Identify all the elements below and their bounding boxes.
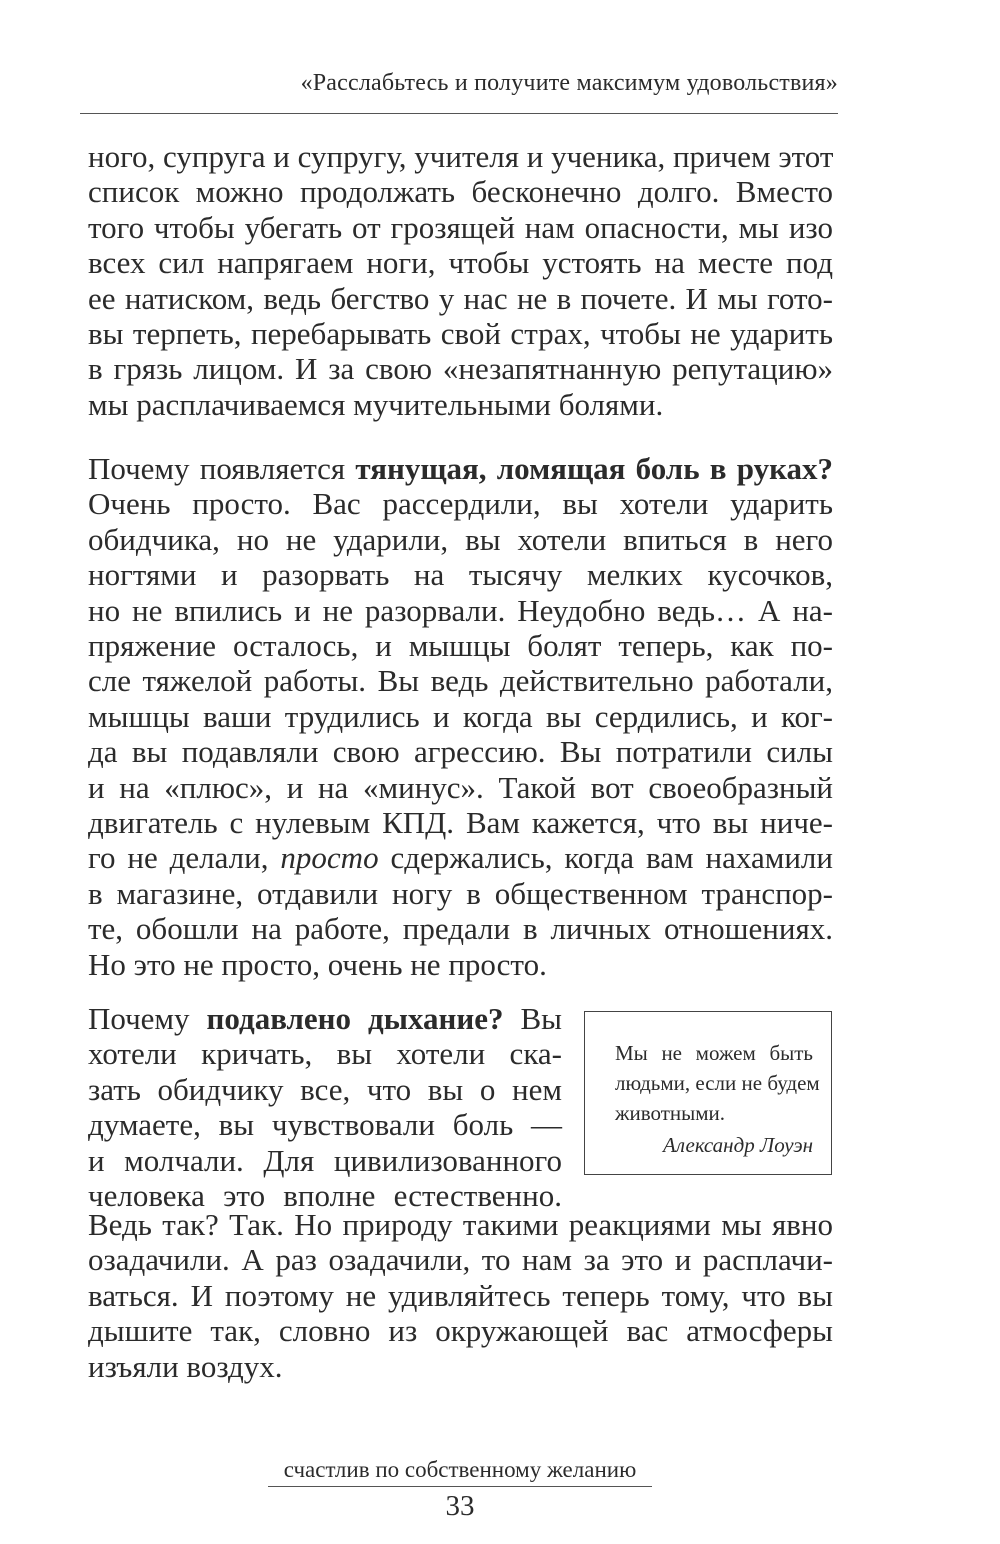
- text-line: ногтями и разорвать на тысячу мелких кусочков,: [88, 557, 833, 593]
- quote-line: животными.: [615, 1101, 726, 1125]
- page-number: 33: [445, 1490, 475, 1522]
- text-line: Ведь так? Так. Но природу такими реакциями мы явно: [88, 1207, 833, 1242]
- footer-book-title: счастлив по собственному желанию: [283, 1457, 637, 1482]
- text-line: мышцы ваши трудились и когда вы сердились, и ког-: [88, 698, 833, 734]
- text-line: но не впились и не разорвали. Неудобно ведь… А на-: [88, 592, 833, 628]
- text-line: человека это вполне естественно.: [88, 1178, 562, 1214]
- text-line: ее натиском, ведь бегство у нас не в почете. И мы гото-: [88, 280, 833, 316]
- text-line: список можно продолжать бесконечно долго. Вместо: [88, 174, 833, 210]
- quote-author: Александр Лоуэн: [663, 1133, 813, 1157]
- text-run: сдержались, когда вам нахамили: [378, 840, 833, 876]
- italic-word: просто: [280, 840, 379, 876]
- quote-line: Мы не можем быть: [615, 1041, 813, 1065]
- text-line: пряжение осталось, и мышцы болят теперь, как по-: [88, 628, 833, 664]
- text-line: и на «плюс», и на «минус». Такой вот своеобразный: [88, 769, 833, 805]
- sidebar-quote: [584, 1011, 832, 1175]
- footer-divider: [268, 1486, 652, 1487]
- bold-phrase: тянущая, ломящая боль в руках?: [355, 451, 833, 486]
- text-line: того чтобы убегать от грозящей нам опасности, мы изо: [88, 209, 833, 245]
- paragraph-2: [88, 451, 833, 982]
- text-line: вы терпеть, перебарывать свой страх, чтобы не ударить: [88, 316, 833, 352]
- text-line: ного, супруга и супругу, учителя и ученика, причем этот: [88, 139, 834, 174]
- text-run: го не делали,: [88, 840, 281, 876]
- running-head: «Расслабьтесь и получите максимум удовольствия»: [300, 70, 838, 96]
- quote-line: людьми, если не будем: [615, 1071, 820, 1095]
- text-line: [88, 451, 833, 486]
- paragraph-3-wrapped: [88, 1001, 562, 1213]
- text-line: сле тяжелой работы. Вы ведь действительно работали,: [88, 663, 833, 699]
- text-line: всех сил напрягаем ноги, чтобы устоять на месте под: [88, 245, 833, 281]
- text-line: двигатель с нулевым КПД. Вам кажется, что вы ниче-: [88, 805, 833, 841]
- text-line: ваться. И поэтому не удивляйтесь теперь тому, что вы: [88, 1277, 833, 1313]
- text-line: мы расплачиваемся мучительными болями.: [88, 386, 664, 422]
- text-line: изъяли воздух.: [88, 1348, 283, 1384]
- text-line: зать обидчику все, что вы о нем: [88, 1071, 562, 1107]
- text-line: да вы подавляли свою агрессию. Вы потратили силы: [88, 734, 833, 770]
- text-line: Но это не просто, очень не просто.: [88, 946, 547, 982]
- quote-text: [615, 1038, 820, 1128]
- text-run: Почему появляется: [88, 451, 356, 486]
- paragraph-3-continued: [88, 1207, 833, 1384]
- text-line: обидчика, но не ударили, вы хотели впиться в него: [88, 521, 833, 557]
- text-run: Вы: [503, 1001, 562, 1036]
- text-line: [88, 840, 833, 875]
- header-divider: [80, 113, 838, 114]
- text-line: в грязь лицом. И за свою «незапятнанную репутацию»: [88, 351, 833, 387]
- text-line: озадачили. А раз озадачили, то нам за это и расплачи-: [88, 1242, 833, 1278]
- text-line: думаете, вы чувствовали боль —: [88, 1107, 562, 1143]
- bold-phrase: подавлено дыхание?: [206, 1001, 504, 1036]
- text-line: и молчали. Для цивилизованного: [88, 1142, 562, 1178]
- text-line: хотели кричать, вы хотели ска-: [88, 1036, 562, 1072]
- text-run: Почему: [88, 1001, 207, 1036]
- text-line: те, обошли на работе, предали в личных отношениях.: [88, 911, 833, 947]
- text-line: дышите так, словно из окружающей вас атмосферы: [88, 1313, 833, 1349]
- text-line: Очень просто. Вас рассердили, вы хотели ударить: [88, 486, 833, 522]
- text-line: в магазине, отдавили ногу в общественном транспор-: [88, 875, 833, 911]
- paragraph-1: [88, 139, 833, 422]
- text-line: [88, 1001, 562, 1036]
